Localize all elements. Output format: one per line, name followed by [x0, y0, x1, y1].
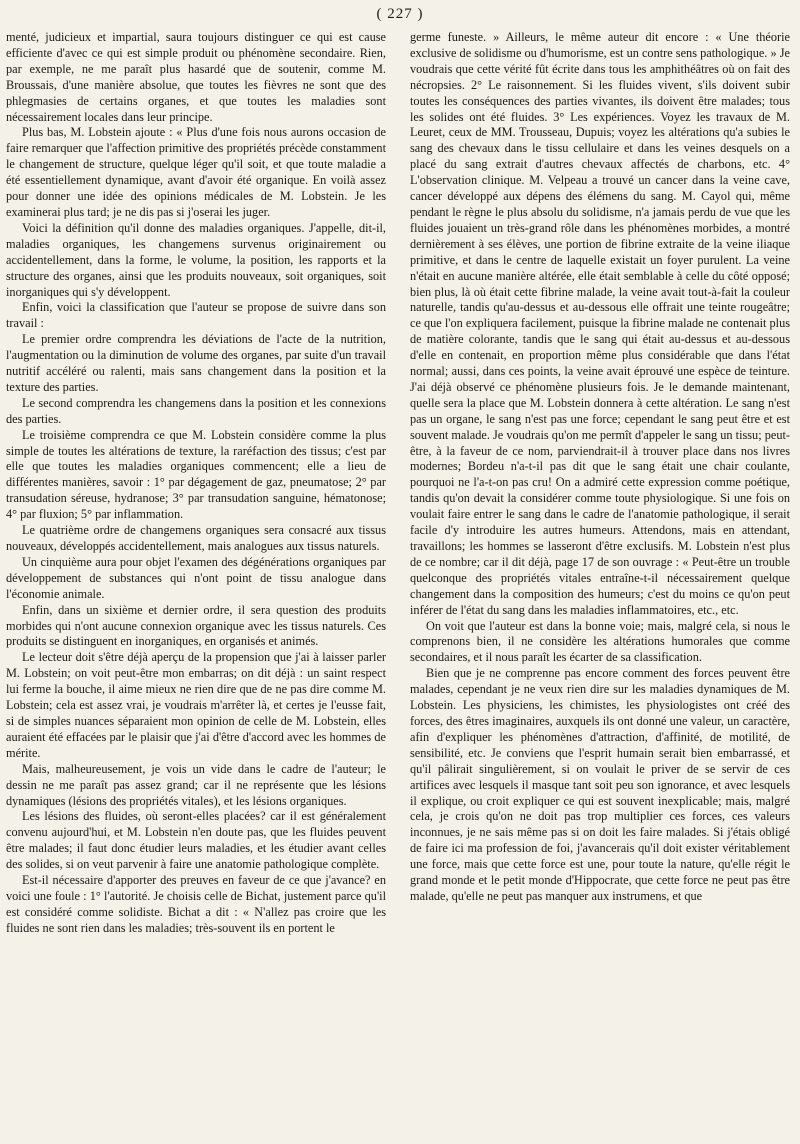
paragraph: Voici la définition qu'il donne des maladies organiques. J'appelle, dit-il, maladies organiques, les changemens survenus originairement ou accidentellement, dans la forme, le volume, la position, les rapports et la structure des organes, ainsi que les produits nouveaux, soit organiques, soit inorganiques qui s'y développent.	[6, 220, 386, 299]
paragraph: Le premier ordre comprendra les déviations de l'acte de la nutrition, l'augmentation ou la diminution de volume des organes, par suite d'un travail nutritif accéléré ou ralenti, mais sans changement dans la position et la texture des parties.	[6, 332, 386, 394]
right-column	[410, 30, 790, 1134]
paragraph: Enfin, voici la classification que l'auteur se propose de suivre dans son travail :	[6, 300, 386, 331]
paragraph: Plus bas, M. Lobstein ajoute : « Plus d'une fois nous aurons occasion de faire remarquer que l'affection primitive des propriétés précède constamment le changement de structure, quelque léger qu'il soit, et que toute maladie a été essentiellement dynamique, avant d'avoir été organique. En voilà assez pour donner une idée des opinions médicales de M. Lobstein. Je les examinerai plus tard; je ne dis pas si j'oserai les juger.	[6, 125, 386, 219]
paragraph: Le quatrième ordre de changemens organiques sera consacré aux tissus nouveaux, développés accidentellement, mais analogues aux tissus naturels.	[6, 523, 386, 553]
paragraph: Mais, malheureusement, je vois un vide dans le cadre de l'auteur; le dessin ne me paraît pas assez grand; car il ne représente que les lésions dynamiques (lésions des propriétés vitales), et les lésions organiques.	[6, 761, 386, 808]
paragraph: Le troisième comprendra ce que M. Lobstein considère comme la plus simple de toutes les altérations de texture, la raréfaction des tissus; c'est par elle que toutes les maladies organiques commencent; elle a lieu de différentes manières, savoir : 1° par dégagement de gaz, pneumatose; 2° par transudation séreuse, hydranose; 3° par transudation sanguine, hématonose; 4° par fluxion; 5° par inflammation.	[6, 427, 386, 522]
paragraph: germe funeste. » Ailleurs, le même auteur dit encore : « Une théorie exclusive de solidisme ou d'humorisme, est un contre sens pathologique. » Je voudrais que cette vérité fût écrite dans tous les amphithéâtres où on fait des nécropsies. 2° Le raisonnement. Si les fluides vivent, s'ils doivent subir toutes les conséquences des parties vivantes, ils doivent être malades; tous les solides ont été fluides. 3° Les expériences. Voyez les travaux de M. Leuret, ceux de MM. Trousseau, Dupuis; voyez les altérations qu'a subies le sang des chevaux dans le tissu cellulaire et dans les veines desquels on a placé du sang extrait d'autres chevaux affectés de charbons, etc. 4° L'observation clinique. M. Velpeau a trouvé un cancer dans la veine cave, cancer développé aux dépens des élémens du sang. M. Cayol qui, même pendant le règne le plus absolu du solidisme, n'a jamais perdu de vue que les fluides jouaient un très-grand rôle dans les phénomènes morbides, a montré dernièrement à ses élèves, une portion de fibrine extraite de la veine iliaque primitive, et dans le centre de laquelle existait un foyer purulent. La veine n'était en aucune manière altérée, elle était semblable à celle du côté opposé; bien plus, là où était cette fibrine malade, la veine avait tout-à-fait la couleur naturelle, tandis qu'au-dessus et au-dessous elle offrait une teinte rougeâtre; ce que l'on expliquera facilement, puisque la fibrine malade ne contenait plus de matière colorante, tandis que le sang qui était au-dessus et au-dessous d'elle en contenait, en proportion même plus considérable que dans l'état normal; aussi, dans ces points, la veine avait éprouvé une espèce de teinture. J'ai déjà observé ce phénomène plusieurs fois. Je le demande maintenant, quelle sera la place que M. Lobstein donnera à cette altération. Le sang n'est pas un organe, le sang n'est pas une force; cependant le sang peut être et est souvent malade. Je voudrais qu'on me permît d'appeler le sang un tissu; peut-être, à la faveur de ce nom, parviendrait-il à trouver place dans nos livres modernes; Bordeu n'a-t-il pas dit que le sang était une chair coulante, pourquoi ne l'a-t-on pas cru! On a admiré cette expression comme poétique, tandis qu'on devait la considérer comme toute physiologique. Si une fois on voulait faire entrer le sang dans le cadre de l'anatomie pathologique, il serait facile d'y introduire les autres humeurs. Attendons, mais en attendant, travaillons; les hommes se lasseront d'être exclusifs. M. Lobstein n'est plus de ce nombre; car il dit déjà, page 17 de son ouvrage : « Peut-être un trouble quelconque des propriétés vitales entraîne-t-il nécessairement quelque changement dans la composition des humeurs; c'est du moins ce qu'on peut inférer de l'état du sang dans les maladies inflammatoires, etc., etc.	[410, 30, 790, 617]
paragraph: Le lecteur doit s'être déjà aperçu de la propension que j'ai à laisser parler M. Lobstein; on voit peut-être mon embarras; on dit déjà : un saint respect lui ferme la bouche, il aime mieux ne rien dire que de ne pas dire comme M. Lobstein; cela est assez vrai, je voudrais m'arrêter là, et certes je l'eusse fait, si de simples nuances séparaient mon opinion de celle de M. Lobstein, elles auraient été effacées par le plaisir que j'ai d'être d'accord avec les hommes de mérite.	[6, 650, 386, 760]
paragraph: Les lésions des fluides, où seront-elles placées? car il est généralement convenu aujourd'hui, et M. Lobstein n'en doute pas, que les fluides peuvent être malades; il faut donc étudier leurs maladies, et les étudier avant celles des solides, si on veut parvenir à faire une anatomie pathologique complète.	[6, 809, 386, 872]
paragraph: Bien que je ne comprenne pas encore comment des forces peuvent être malades, cependant je ne veux rien dire sur les maladies dynamiques de M. Lobstein. Les physiciens, les chimistes, les physiologistes ont créé des forces, des êtres imaginaires, auxquels ils ont donné une valeur, un caractère, afin d'expliquer les phénomènes d'attraction, d'affinité, de motilité, de sensibilité, etc. Je conviens que l'esprit humain serait bien embarrassé, et qu'il pâlirait singulièrement, si on voulait le priver de se servir de ces artifices avec lesquels il masque tant soit peu son ignorance, et avec lesquels il explique, ou croit expliquer ce qui est souvent inexplicable; mais, malgré cela, je crois qu'on ne doit pas trop multiplier ces forces, ces valeurs inconnues, je ne sais même pas si on doit les faire malades. Si j'étais obligé de faire ici ma profession de foi, j'avancerais qu'il doit exister véritablement une force, mais que cette force est une, pour toute la nature, qu'elle régit le grand monde et le petit monde d'Hippocrate, que cette force ne peut pas être malade, qu'elle ne peut pas manquer aux instrumens, et que	[410, 666, 790, 903]
paragraph: On voit que l'auteur est dans la bonne voie; mais, malgré cela, si nous le comprenons bien, il ne considère les altérations humorales que comme secondaires, et il nous paraît les écarter de sa classification.	[410, 618, 790, 665]
paragraph: Est-il nécessaire d'apporter des preuves en faveur de ce que j'avance? en voici une foule : 1° l'autorité. Je choisis celle de Bichat, justement parce qu'il est considéré comme solidiste. Bichat a dit : « N'allez pas croire que les fluides ne sont rien dans les maladies; très-souvent ils en portent le	[6, 873, 386, 935]
paragraph: Enfin, dans un sixième et dernier ordre, il sera question des produits morbides qui n'ont aucune connexion organique avec les tissus naturels. Ces produits se distinguent en inorganiques, en organisés et animés.	[6, 602, 386, 649]
paragraph: Un cinquième aura pour objet l'examen des dégénérations organiques par développement de substances qui n'ont point de tissu analogue dans l'économie animale.	[6, 554, 386, 601]
paragraph: Le second comprendra les changemens dans la position et les connexions des parties.	[6, 395, 386, 426]
paragraph: menté, judicieux et impartial, saura toujours distinguer ce qui est cause efficiente d'avec ce qui est simple produit ou phénomène secondaire. Rien, par exemple, ne me paraît plus hasardé que de soutenir, comme M. Broussais, d'une manière absolue, que toutes les fièvres ne sont que des phlegmasies de certains organes, et que toutes les maladies sont nécessairement locales dans leur principe.	[6, 30, 386, 124]
page-number: ( 227 )	[376, 6, 424, 22]
left-column	[6, 30, 386, 1134]
